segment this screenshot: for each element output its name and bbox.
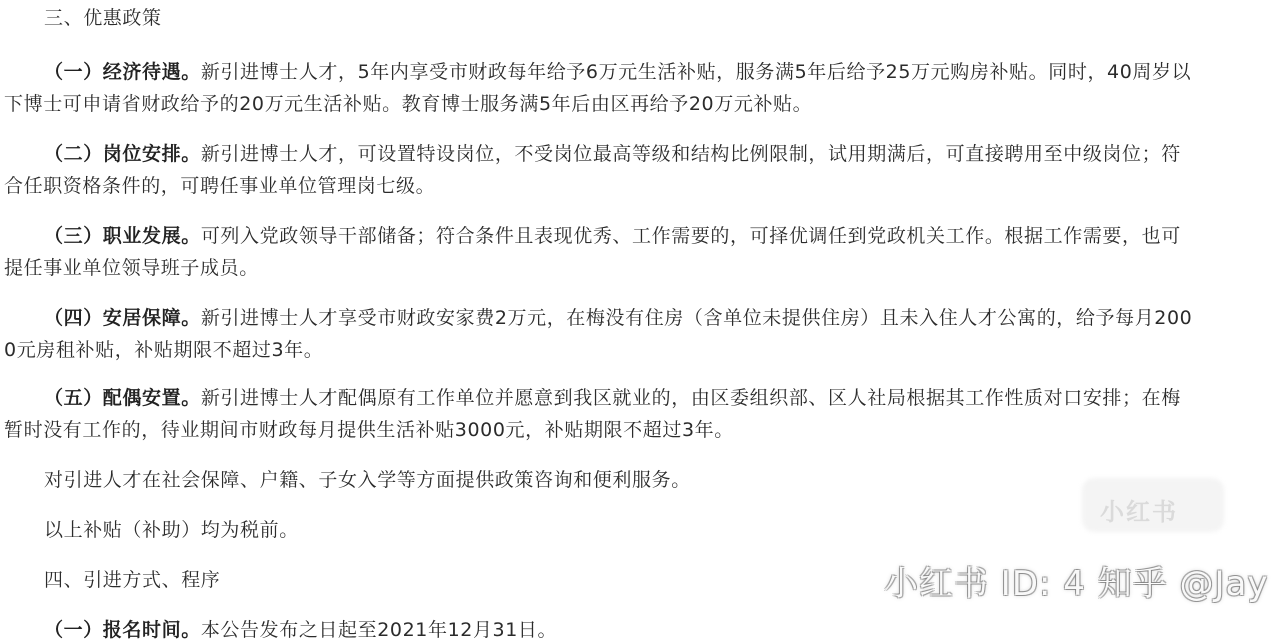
paragraph-spouse-placement-line1 bbox=[44, 386, 1181, 410]
paragraph-spouse-placement-line2: 暂时没有工作的，待业期间市财政每月提供生活补贴3000元，补贴期限不超过3年。 bbox=[4, 419, 734, 441]
paragraph-career-development-line2: 提任事业单位领导班子成员。 bbox=[4, 257, 259, 279]
paragraph-services: 对引进人才在社会保障、户籍、子女入学等方面提供政策咨询和便利服务。 bbox=[44, 469, 691, 491]
paragraph-career-development-line1 bbox=[44, 224, 1181, 248]
paragraph-label: （五）配偶安置。 bbox=[44, 387, 201, 409]
paragraph-job-arrangement-line1 bbox=[44, 142, 1181, 166]
paragraph-text: 新引进博士人才，可设置特设岗位，不受岗位最高等级和结构比例限制，试用期满后，可直接聘用至中级岗位；符 bbox=[200, 143, 1181, 165]
watermark-text: 小红书 ID: 4 知乎 @Jay bbox=[884, 564, 1269, 604]
paragraph-label: （一）经济待遇。 bbox=[44, 61, 201, 83]
paragraph-pretax-note: 以上补贴（补助）均为税前。 bbox=[44, 519, 299, 541]
section-heading-introduction-method: 四、引进方式、程序 bbox=[44, 569, 221, 591]
paragraph-label: （二）岗位安排。 bbox=[44, 143, 201, 165]
paragraph-economic-benefits-line2: 下博士可申请省财政给予的20万元生活补贴。教育博士服务满5年后由区再给予20万元补贴。 bbox=[4, 93, 813, 115]
paragraph-label: （四）安居保障。 bbox=[44, 307, 201, 329]
paragraph-text: 新引进博士人才享受市财政安家费2万元，在梅没有住房（含单位未提供住房）且未入住人才公寓的，给予每月200 bbox=[200, 307, 1193, 329]
paragraph-label: （三）职业发展。 bbox=[44, 225, 201, 247]
paragraph-registration-time bbox=[44, 618, 557, 642]
paragraph-text: 新引进博士人才配偶原有工作单位并愿意到我区就业的，由区委组织部、区人社局根据其工作性质对口安排；在梅 bbox=[200, 387, 1181, 409]
paragraph-text: 可列入党政领导干部储备；符合条件且表现优秀、工作需要的，可择优调任到党政机关工作。根据工作需要，也可 bbox=[200, 225, 1181, 247]
paragraph-housing-line2: 0元房租补贴，补贴期限不超过3年。 bbox=[4, 339, 324, 361]
paragraph-housing-line1 bbox=[44, 306, 1192, 330]
paragraph-job-arrangement-line2: 合任职资格条件的，可聘任事业单位管理岗七级。 bbox=[4, 175, 436, 197]
paragraph-text: 本公告发布之日起至2021年12月31日。 bbox=[200, 619, 558, 641]
paragraph-label: （一）报名时间。 bbox=[44, 619, 201, 641]
watermark-logo-text: 小红书 bbox=[1100, 498, 1178, 526]
paragraph-economic-benefits-line1 bbox=[44, 60, 1191, 84]
paragraph-text: 新引进博士人才，5年内享受市财政每年给予6万元生活补贴，服务满5年后给予25万元购房补贴。同时，40周岁以 bbox=[200, 61, 1192, 83]
section-heading-preferential-policy: 三、优惠政策 bbox=[44, 7, 162, 29]
